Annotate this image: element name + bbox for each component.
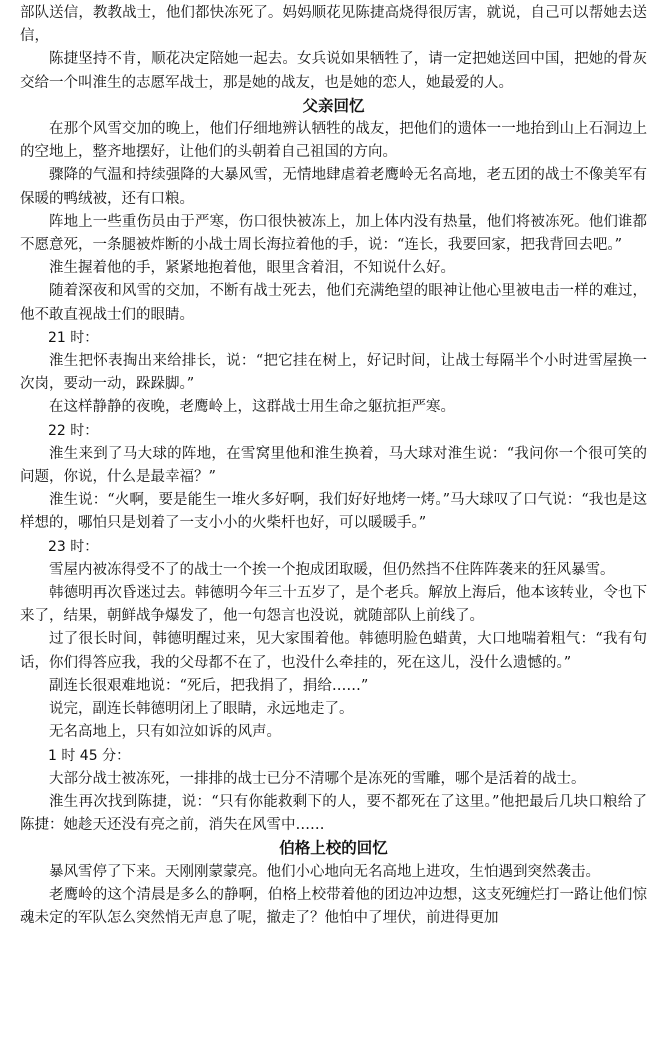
section-heading-father-memory: 父亲回忆 (302, 96, 365, 115)
paragraph: 随着深夜和风雪的交加，不断有战士死去，他们充满绝望的眼神让他心里被电击一样的难过，他不敢直视战士们的眼睛。 (20, 283, 647, 323)
paragraph: 老鹰岭的这个清晨是多么的静啊，伯格上校带着他的团边冲边想，这支死缠烂打一路让他们惊魂未定的军队怎么突然悄无声息了呢，撤走了？他怕中了埋伏，前进得更加 (20, 886, 647, 926)
paragraph: 雪屋内被冻得受不了的战士一个挨一个抱成团取暖，但仍然挡不住阵阵袭来的狂风暴雪。 (49, 561, 615, 578)
paragraph: 淮生握着他的手，紧紧地抱着他，眼里含着泪，不知说什么好。 (49, 260, 455, 277)
paragraph: 阵地上一些重伤员由于严寒，伤口很快被冻上，加上体内没有热量，他们将被冻死。他们谁都不愿意死，一条腿被炸断的小战士周长海拉着他的手，说：“连长，我要回家，把我背回去吧。” (20, 213, 647, 254)
time-marker: 23 时： (48, 538, 99, 555)
time-marker: 21 时： (48, 329, 99, 346)
paragraph: 淮生说：“火啊，要是能生一堆火多好啊，我们好好地烤一烤。”马大球叹了口气说：“我也是这样想的，哪怕只是划着了一支小小的火柴杆也好，可以暖暖手。” (20, 492, 647, 532)
paragraph: 淮生把怀表掏出来给排长，说：“把它挂在树上，好记时间，让战士每隔半个小时进雪屋换一次岗，要动一动，跺跺脚。” (20, 353, 647, 393)
paragraph: 副连长很艰难地说：“死后，把我捐了，捐给……” (49, 677, 369, 694)
paragraph: 部队送信，教教战士，他们都快冻死了。妈妈顺花见陈捷高烧得很厉害，就说，自己可以帮她去送信， (20, 5, 647, 45)
time-marker: 22 时： (48, 422, 99, 439)
section-heading-colonel-berg-memory: 伯格上校的回忆 (279, 839, 388, 858)
paragraph: 陈捷坚持不肯，顺花决定陪她一起去。女兵说如果牺牲了，请一定把她送回中国，把她的骨灰交给一个叫淮生的志愿军战士，那是她的战友，也是她的恋人，她最爱的人。 (20, 51, 647, 91)
paragraph: 无名高地上，只有如泣如诉的风声。 (49, 724, 281, 741)
paragraph: 在这样静静的夜晚，老鹰岭上，这群战士用生命之躯抗拒严寒。 (49, 399, 455, 416)
paragraph: 骤降的气温和持续强降的大暴风雪，无情地肆虐着老鹰岭无名高地，老五团的战士不像美军有保暖的鸭绒被，还有口粮。 (20, 167, 647, 207)
paragraph: 大部分战士被冻死，一排排的战士已分不清哪个是冻死的雪雕，哪个是活着的战士。 (49, 770, 586, 787)
paragraph: 暴风雪停了下来。天刚刚蒙蒙亮。他们小心地向无名高地上进攻，生怕遇到突然袭击。 (49, 863, 600, 880)
paragraph: 淮生来到了马大球的阵地，在雪窝里他和淮生换着，马大球对淮生说：“我问你一个很可笑的问题，你说，什么是最幸福？” (20, 445, 647, 486)
paragraph: 说完，副连长韩德明闭上了眼睛，永远地走了。 (49, 701, 354, 718)
paragraph: 过了很长时间，韩德明醒过来，见大家围着他。韩德明脸色蜡黄，大口地喘着粗气：“我有句话，你们得答应我，我的父母都不在了，也没什么牵挂的，死在这儿，没什么遗憾的。” (20, 631, 647, 671)
paragraph: 在那个风雪交加的晚上，他们仔细地辨认牺牲的战友，把他们的遗体一一地抬到山上石洞边上的空地上，整齐地摆好，让他们的头朝着自己祖国的方向。 (20, 121, 647, 161)
time-marker: 1 时 45 分： (48, 747, 131, 764)
paragraph: 韩德明再次昏迷过去。韩德明今年三十五岁了，是个老兵。解放上海后，他本该转业，令也下来了，结果，朝鲜战争爆发了，他一句怨言也没说，就随部队上前线了。 (20, 585, 647, 625)
paragraph: 淮生再次找到陈捷，说：“只有你能救剩下的人，要不都死在了这里。”他把最后几块口粮给了陈捷：她趁天还没有亮之前，消失在风雪中…… (20, 793, 647, 834)
